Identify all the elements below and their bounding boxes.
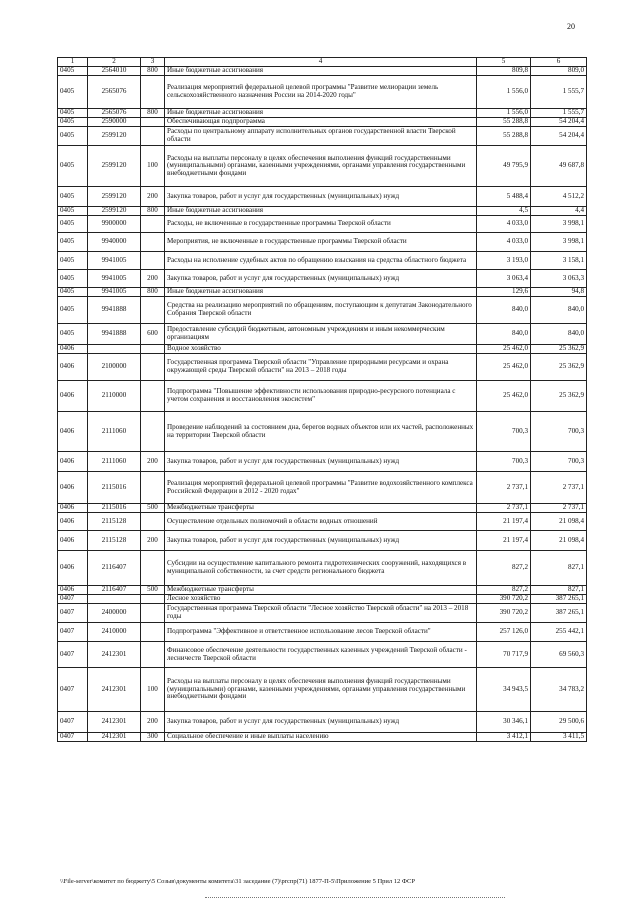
description-cell: Водное хозяйство — [165, 345, 477, 354]
target-code-cell — [88, 595, 141, 604]
actual-amount-cell: 700,3 — [531, 412, 587, 452]
table-row — [58, 472, 587, 504]
expense-type-cell — [141, 252, 165, 270]
expense-type-cell — [141, 412, 165, 452]
section-code-cell: 0405 — [58, 324, 88, 345]
target-code-cell: 2590000 — [88, 118, 141, 127]
section-code-cell: 0405 — [58, 252, 88, 270]
target-code-cell: 2564010 — [88, 67, 141, 76]
expense-type-cell — [141, 233, 165, 252]
expense-type-cell — [141, 345, 165, 354]
target-code-cell: 2412301 — [88, 642, 141, 668]
planned-amount-cell: 70 717,9 — [477, 642, 531, 668]
actual-amount-cell: 255 442,1 — [531, 623, 587, 642]
actual-amount-cell: 387 265,1 — [531, 604, 587, 623]
table-row — [58, 668, 587, 712]
target-code-cell: 2412301 — [88, 733, 141, 742]
actual-amount-cell: 827,1 — [531, 551, 587, 586]
header-cell: 1 — [58, 58, 88, 67]
section-code-cell: 0406 — [58, 354, 88, 381]
planned-amount-cell: 4 033,0 — [477, 216, 531, 233]
target-code-cell: 9941888 — [88, 297, 141, 324]
description-cell: Закупка товаров, работ и услуг для государственных (муниципальных) нужд — [165, 270, 477, 288]
section-code-cell: 0405 — [58, 127, 88, 146]
description-cell: Проведение наблюдений за состоянием дна, берегов водных объектов или их частей, расположенных на территории Тверской области — [165, 412, 477, 452]
table-row — [58, 604, 587, 623]
expense-type-cell: 800 — [141, 288, 165, 297]
target-code-cell: 2115128 — [88, 531, 141, 551]
table-row — [58, 712, 587, 733]
table-row — [58, 504, 587, 513]
description-cell: Закупка товаров, работ и услуг для государственных (муниципальных) нужд — [165, 531, 477, 551]
planned-amount-cell: 4,5 — [477, 207, 531, 216]
planned-amount-cell: 700,3 — [477, 412, 531, 452]
target-code-cell: 9941888 — [88, 324, 141, 345]
description-cell: Лесное хозяйство — [165, 595, 477, 604]
budget-table — [57, 57, 587, 742]
description-cell: Закупка товаров, работ и услуг для государственных (муниципальных) нужд — [165, 187, 477, 207]
target-code-cell: 9941005 — [88, 288, 141, 297]
target-code-cell: 2100000 — [88, 354, 141, 381]
description-cell: Межбюджетные трансферты — [165, 504, 477, 513]
actual-amount-cell: 827,1 — [531, 586, 587, 595]
actual-amount-cell: 1 555,7 — [531, 76, 587, 109]
expense-type-cell: 200 — [141, 452, 165, 472]
expense-type-cell — [141, 297, 165, 324]
section-code-cell: 0406 — [58, 504, 88, 513]
target-code-cell: 9940000 — [88, 233, 141, 252]
actual-amount-cell: 25 362,9 — [531, 381, 587, 412]
section-code-cell: 0406 — [58, 531, 88, 551]
expense-type-cell — [141, 595, 165, 604]
actual-amount-cell: 21 098,4 — [531, 531, 587, 551]
description-cell: Расходы на выплаты персоналу в целях обеспечения выполнения функций государственными (муниципальными) органами, казенными учреждениями, органами управления государственными внебюджетными фондами — [165, 146, 477, 187]
target-code-cell: 2412301 — [88, 668, 141, 712]
planned-amount-cell: 827,2 — [477, 551, 531, 586]
section-code-cell: 0405 — [58, 118, 88, 127]
description-cell: Реализация мероприятий федеральной целевой программы "Развитие водохозяйственного комплекса Российской Федерации в 2012 - 2020 годах" — [165, 472, 477, 504]
expense-type-cell — [141, 551, 165, 586]
planned-amount-cell: 25 462,0 — [477, 381, 531, 412]
table-row — [58, 118, 587, 127]
expense-type-cell — [141, 354, 165, 381]
table-row — [58, 354, 587, 381]
target-code-cell: 2410000 — [88, 623, 141, 642]
target-code-cell: 2412301 — [88, 712, 141, 733]
description-cell: Иные бюджетные ассигнования — [165, 109, 477, 118]
actual-amount-cell: 840,0 — [531, 324, 587, 345]
table-row — [58, 233, 587, 252]
description-cell: Расходы по центральному аппарату исполнительных органов государственной власти Тверской области — [165, 127, 477, 146]
target-code-cell: 2599120 — [88, 187, 141, 207]
section-code-cell: 0407 — [58, 604, 88, 623]
section-code-cell: 0405 — [58, 187, 88, 207]
description-cell: Реализация мероприятий федеральной целевой программы "Развитие мелиорации земель сельскохозяйственного назначения России на 2014-2020 годы" — [165, 76, 477, 109]
actual-amount-cell: 34 783,2 — [531, 668, 587, 712]
description-cell: Осуществление отдельных полномочий в области водных отношений — [165, 513, 477, 531]
planned-amount-cell: 390 720,2 — [477, 595, 531, 604]
table-row — [58, 452, 587, 472]
actual-amount-cell: 1 555,7 — [531, 109, 587, 118]
actual-amount-cell: 3 158,1 — [531, 252, 587, 270]
description-cell: Межбюджетные трансферты — [165, 586, 477, 595]
section-code-cell: 0405 — [58, 216, 88, 233]
planned-amount-cell: 25 462,0 — [477, 354, 531, 381]
table-row — [58, 216, 587, 233]
description-cell: Иные бюджетные ассигнования — [165, 207, 477, 216]
planned-amount-cell: 5 488,4 — [477, 187, 531, 207]
table-row — [58, 586, 587, 595]
table-row — [58, 324, 587, 345]
expense-type-cell: 100 — [141, 146, 165, 187]
planned-amount-cell: 49 795,9 — [477, 146, 531, 187]
expense-type-cell: 200 — [141, 270, 165, 288]
section-code-cell: 0405 — [58, 233, 88, 252]
actual-amount-cell: 2 737,1 — [531, 472, 587, 504]
header-cell: 4 — [165, 58, 477, 67]
expense-type-cell: 600 — [141, 324, 165, 345]
table-row — [58, 252, 587, 270]
target-code-cell: 2111060 — [88, 452, 141, 472]
section-code-cell: 0405 — [58, 146, 88, 187]
description-cell: Субсидии на осуществление капитального ремонта гидротехнических сооружений, находящихся в муниципальной собственности, за счет средств регионального бюджета — [165, 551, 477, 586]
table-row — [58, 187, 587, 207]
expense-type-cell — [141, 127, 165, 146]
expense-type-cell — [141, 604, 165, 623]
description-cell: Государственная программа Тверской области "Управление природными ресурсами и охрана окружающей среды Тверской области" на 2013 – 2018 годы — [165, 354, 477, 381]
table-row — [58, 345, 587, 354]
actual-amount-cell: 54 204,4 — [531, 118, 587, 127]
planned-amount-cell: 809,8 — [477, 67, 531, 76]
description-cell: Иные бюджетные ассигнования — [165, 288, 477, 297]
expense-type-cell — [141, 472, 165, 504]
target-code-cell: 2400000 — [88, 604, 141, 623]
section-code-cell: 0405 — [58, 76, 88, 109]
expense-type-cell: 800 — [141, 67, 165, 76]
description-cell: Социальное обеспечение и иные выплаты населению — [165, 733, 477, 742]
expense-type-cell — [141, 623, 165, 642]
planned-amount-cell: 4 033,0 — [477, 233, 531, 252]
description-cell: Мероприятия, не включенные в государственные программы Тверской области — [165, 233, 477, 252]
section-code-cell: 0406 — [58, 345, 88, 354]
actual-amount-cell: 700,3 — [531, 452, 587, 472]
section-code-cell: 0407 — [58, 668, 88, 712]
planned-amount-cell: 827,2 — [477, 586, 531, 595]
planned-amount-cell: 55 288,8 — [477, 118, 531, 127]
description-cell: Финансовое обеспечение деятельности государственных казенных учреждений Тверской области - лесничеств Тверской области — [165, 642, 477, 668]
planned-amount-cell: 257 126,0 — [477, 623, 531, 642]
table-row — [58, 412, 587, 452]
planned-amount-cell: 34 943,5 — [477, 668, 531, 712]
actual-amount-cell: 840,0 — [531, 297, 587, 324]
section-code-cell: 0405 — [58, 207, 88, 216]
planned-amount-cell: 2 737,1 — [477, 472, 531, 504]
description-cell: Средства на реализацию мероприятий по обращениям, поступающим к депутатам Законодательного Собрания Тверской области — [165, 297, 477, 324]
actual-amount-cell: 3 998,1 — [531, 216, 587, 233]
description-cell: Расходы, не включенные в государственные программы Тверской области — [165, 216, 477, 233]
table-row — [58, 531, 587, 551]
target-code-cell — [88, 345, 141, 354]
actual-amount-cell: 3 411,5 — [531, 733, 587, 742]
actual-amount-cell: 3 063,3 — [531, 270, 587, 288]
section-code-cell: 0405 — [58, 109, 88, 118]
description-cell: Обеспечивающая подпрограмма — [165, 118, 477, 127]
section-code-cell: 0405 — [58, 67, 88, 76]
planned-amount-cell: 21 197,4 — [477, 531, 531, 551]
expense-type-cell — [141, 513, 165, 531]
planned-amount-cell: 3 193,0 — [477, 252, 531, 270]
section-code-cell: 0406 — [58, 472, 88, 504]
expense-type-cell: 500 — [141, 586, 165, 595]
actual-amount-cell: 69 560,3 — [531, 642, 587, 668]
planned-amount-cell: 700,3 — [477, 452, 531, 472]
expense-type-cell: 200 — [141, 187, 165, 207]
target-code-cell: 2599120 — [88, 207, 141, 216]
section-code-cell: 0406 — [58, 586, 88, 595]
table-row — [58, 623, 587, 642]
section-code-cell: 0405 — [58, 270, 88, 288]
expense-type-cell: 800 — [141, 109, 165, 118]
planned-amount-cell: 1 556,0 — [477, 76, 531, 109]
planned-amount-cell: 390 720,2 — [477, 604, 531, 623]
table-row — [58, 297, 587, 324]
planned-amount-cell: 1 556,0 — [477, 109, 531, 118]
target-code-cell: 2565076 — [88, 76, 141, 109]
target-code-cell: 2111060 — [88, 412, 141, 452]
section-code-cell: 0406 — [58, 452, 88, 472]
section-code-cell: 0407 — [58, 595, 88, 604]
planned-amount-cell: 30 346,1 — [477, 712, 531, 733]
description-cell: Предоставление субсидий бюджетным, автономным учреждениям и иным некоммерческим организациям — [165, 324, 477, 345]
expense-type-cell: 100 — [141, 668, 165, 712]
actual-amount-cell: 4,4 — [531, 207, 587, 216]
header-cell: 2 — [88, 58, 141, 67]
expense-type-cell: 300 — [141, 733, 165, 742]
description-cell: Расходы на выплаты персоналу в целях обеспечения выполнения функций государственными (муниципальными) органами, казенными учреждениями, органами управления государственными внебюджетными фондами — [165, 668, 477, 712]
actual-amount-cell: 49 687,8 — [531, 146, 587, 187]
table-row — [58, 270, 587, 288]
planned-amount-cell: 21 197,4 — [477, 513, 531, 531]
table-row — [58, 76, 587, 109]
table-row — [58, 288, 587, 297]
target-code-cell: 2116407 — [88, 551, 141, 586]
description-cell: Иные бюджетные ассигнования — [165, 67, 477, 76]
section-code-cell: 0407 — [58, 733, 88, 742]
target-code-cell: 2115128 — [88, 513, 141, 531]
description-cell: Государственная программа Тверской области "Лесное хозяйство Тверской области" на 2013 – 2018 годы — [165, 604, 477, 623]
table-row — [58, 207, 587, 216]
table-row — [58, 381, 587, 412]
header-row — [58, 58, 587, 67]
actual-amount-cell: 94,8 — [531, 288, 587, 297]
planned-amount-cell: 840,0 — [477, 297, 531, 324]
table-row — [58, 127, 587, 146]
expense-type-cell: 200 — [141, 712, 165, 733]
header-cell: 5 — [477, 58, 531, 67]
target-code-cell: 2565076 — [88, 109, 141, 118]
planned-amount-cell: 3 063,4 — [477, 270, 531, 288]
section-code-cell: 0406 — [58, 551, 88, 586]
table-row — [58, 595, 587, 604]
target-code-cell: 2115016 — [88, 504, 141, 513]
target-code-cell: 9941005 — [88, 270, 141, 288]
actual-amount-cell: 21 098,4 — [531, 513, 587, 531]
description-cell: Расходы на исполнение судебных актов по обращению взыскания на средства областного бюджета — [165, 252, 477, 270]
table-row — [58, 109, 587, 118]
table-row — [58, 642, 587, 668]
planned-amount-cell: 129,6 — [477, 288, 531, 297]
table-row — [58, 733, 587, 742]
expense-type-cell — [141, 118, 165, 127]
actual-amount-cell: 54 204,4 — [531, 127, 587, 146]
target-code-cell: 9900000 — [88, 216, 141, 233]
expense-type-cell: 800 — [141, 207, 165, 216]
footer-divider — [205, 897, 505, 898]
section-code-cell: 0407 — [58, 712, 88, 733]
actual-amount-cell: 3 998,1 — [531, 233, 587, 252]
expense-type-cell — [141, 76, 165, 109]
planned-amount-cell: 2 737,1 — [477, 504, 531, 513]
description-cell: Подпрограмма "Эффективное и ответственное использование лесов Тверской области" — [165, 623, 477, 642]
target-code-cell: 2110000 — [88, 381, 141, 412]
planned-amount-cell: 25 462,0 — [477, 345, 531, 354]
target-code-cell: 2115016 — [88, 472, 141, 504]
planned-amount-cell: 3 412,1 — [477, 733, 531, 742]
header-cell: 6 — [531, 58, 587, 67]
actual-amount-cell: 29 500,6 — [531, 712, 587, 733]
section-code-cell: 0407 — [58, 642, 88, 668]
target-code-cell: 2599120 — [88, 127, 141, 146]
planned-amount-cell: 55 288,8 — [477, 127, 531, 146]
table-row — [58, 67, 587, 76]
actual-amount-cell: 809,0 — [531, 67, 587, 76]
target-code-cell: 2116407 — [88, 586, 141, 595]
header-cell: 3 — [141, 58, 165, 67]
table-row — [58, 551, 587, 586]
actual-amount-cell: 25 362,9 — [531, 345, 587, 354]
expense-type-cell — [141, 216, 165, 233]
section-code-cell: 0405 — [58, 297, 88, 324]
actual-amount-cell: 387 265,1 — [531, 595, 587, 604]
expense-type-cell: 200 — [141, 531, 165, 551]
expense-type-cell — [141, 642, 165, 668]
expense-type-cell: 500 — [141, 504, 165, 513]
section-code-cell: 0406 — [58, 381, 88, 412]
target-code-cell: 9941005 — [88, 252, 141, 270]
actual-amount-cell: 2 737,1 — [531, 504, 587, 513]
table-row — [58, 513, 587, 531]
table-row — [58, 146, 587, 187]
section-code-cell: 0406 — [58, 513, 88, 531]
description-cell: Закупка товаров, работ и услуг для государственных (муниципальных) нужд — [165, 452, 477, 472]
description-cell: Подпрограмма "Повышение эффективности использования природно-ресурсного потенциала с учетом сохранения и восстановления экосистем" — [165, 381, 477, 412]
section-code-cell: 0406 — [58, 412, 88, 452]
planned-amount-cell: 840,0 — [477, 324, 531, 345]
section-code-cell: 0405 — [58, 288, 88, 297]
footer-file-path: \\File-server\комитет по бюджету\5 Созыв\документы комитета\31 заседание (7)\prспр(71) 1877-П-5\Приложение 5 Прил 12 ФСР — [60, 878, 415, 885]
target-code-cell: 2599120 — [88, 146, 141, 187]
actual-amount-cell: 4 512,2 — [531, 187, 587, 207]
section-code-cell: 0407 — [58, 623, 88, 642]
actual-amount-cell: 25 362,9 — [531, 354, 587, 381]
page-number: 20 — [567, 22, 575, 31]
description-cell: Закупка товаров, работ и услуг для государственных (муниципальных) нужд — [165, 712, 477, 733]
expense-type-cell — [141, 381, 165, 412]
